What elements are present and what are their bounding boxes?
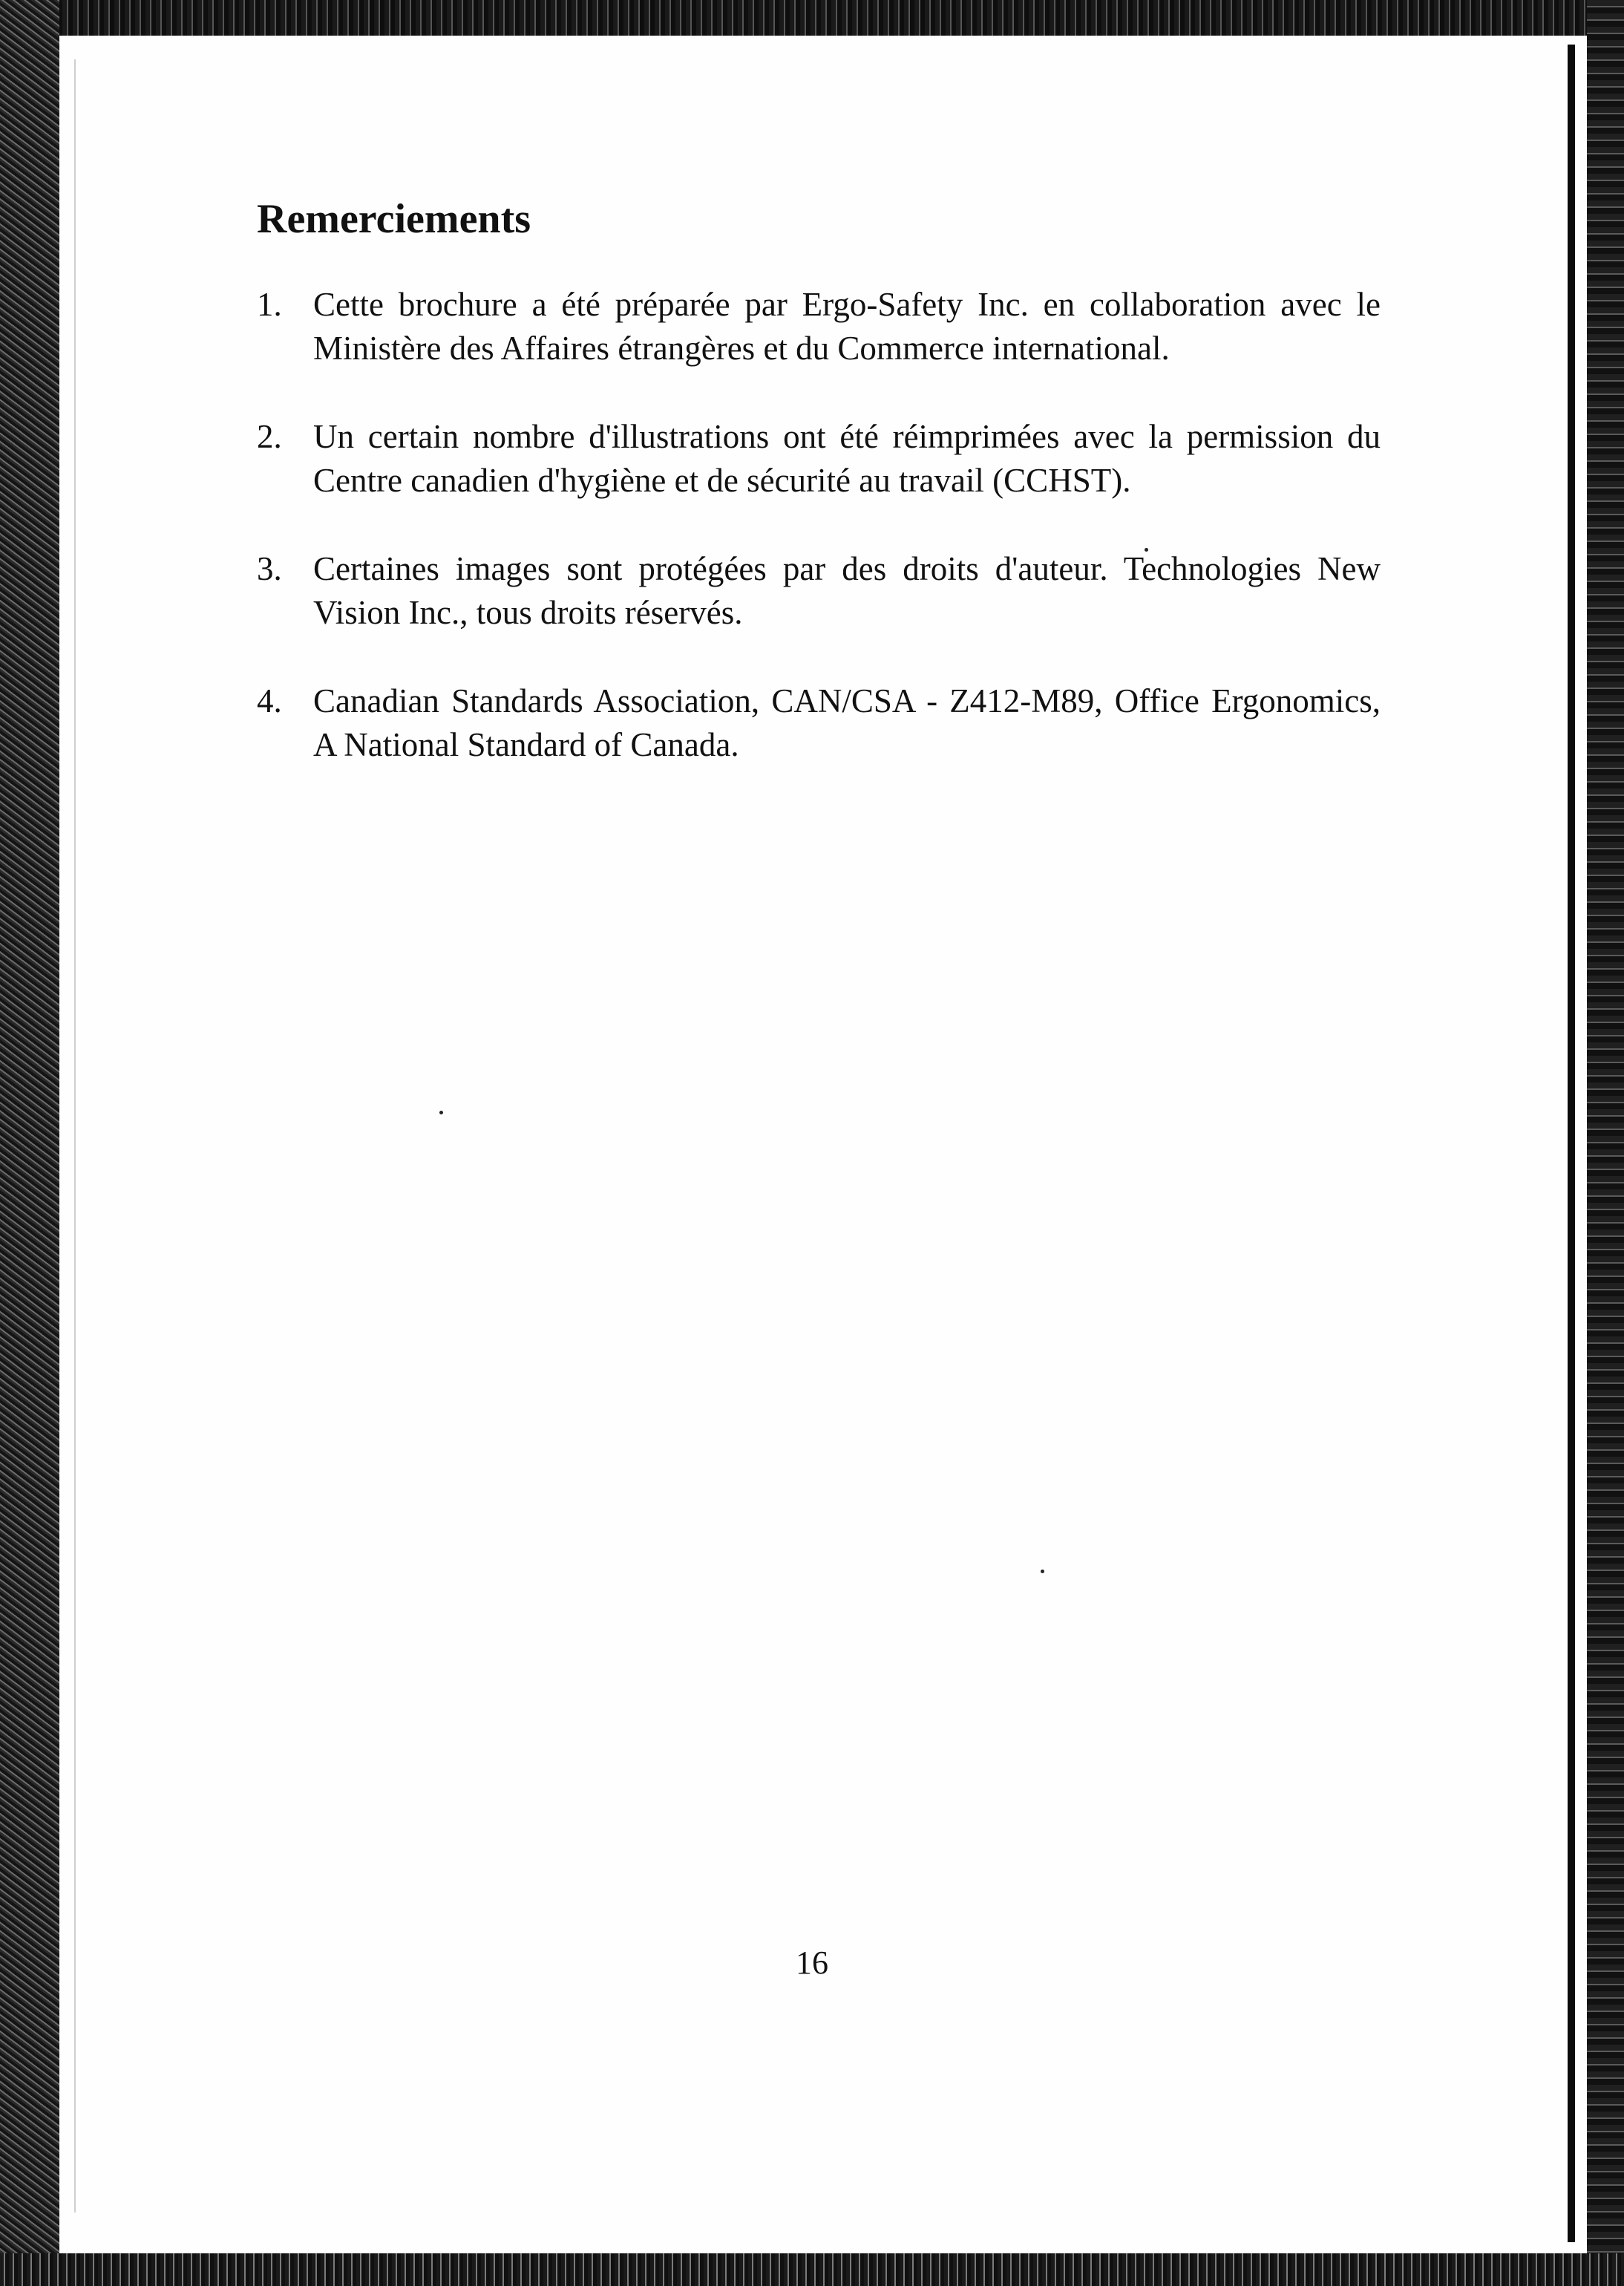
binding-line bbox=[74, 59, 76, 2212]
item-text: Certaines images sont protégées par des droits d'auteur. Technologies New Vision Inc., tous droits réservés. bbox=[313, 550, 1381, 632]
scan-speck bbox=[439, 1111, 443, 1114]
item-text: Un certain nombre d'illustrations ont été réimprimées avec la permission du Centre canadien d'hygiène et de sécurité au travail (CCHST). bbox=[313, 418, 1381, 500]
item-number: 1. bbox=[257, 286, 282, 324]
scan-border-bottom bbox=[0, 2253, 1624, 2286]
acknowledgements-list bbox=[257, 283, 1381, 767]
item-number: 2. bbox=[257, 418, 282, 456]
page-edge-shadow bbox=[1568, 45, 1575, 2242]
item-text: Canadian Standards Association, CAN/CSA - Z412-M89, Office Ergonomics, A National Standard of Canada. bbox=[313, 682, 1381, 764]
list-item bbox=[257, 679, 1381, 767]
list-item bbox=[257, 415, 1381, 503]
page-number: 16 bbox=[796, 1944, 828, 1981]
item-number: 3. bbox=[257, 550, 282, 588]
list-item bbox=[257, 283, 1381, 370]
list-item bbox=[257, 547, 1381, 635]
section-title: Remerciements bbox=[257, 196, 531, 242]
scan-border-top bbox=[0, 0, 1624, 36]
item-number: 4. bbox=[257, 682, 282, 720]
item-text: Cette brochure a été préparée par Ergo-Safety Inc. en collaboration avec le Ministère des Affaires étrangères et du Commerce international. bbox=[313, 286, 1381, 368]
acknowledgements-section bbox=[257, 195, 1381, 811]
scan-speck bbox=[1041, 1570, 1044, 1573]
